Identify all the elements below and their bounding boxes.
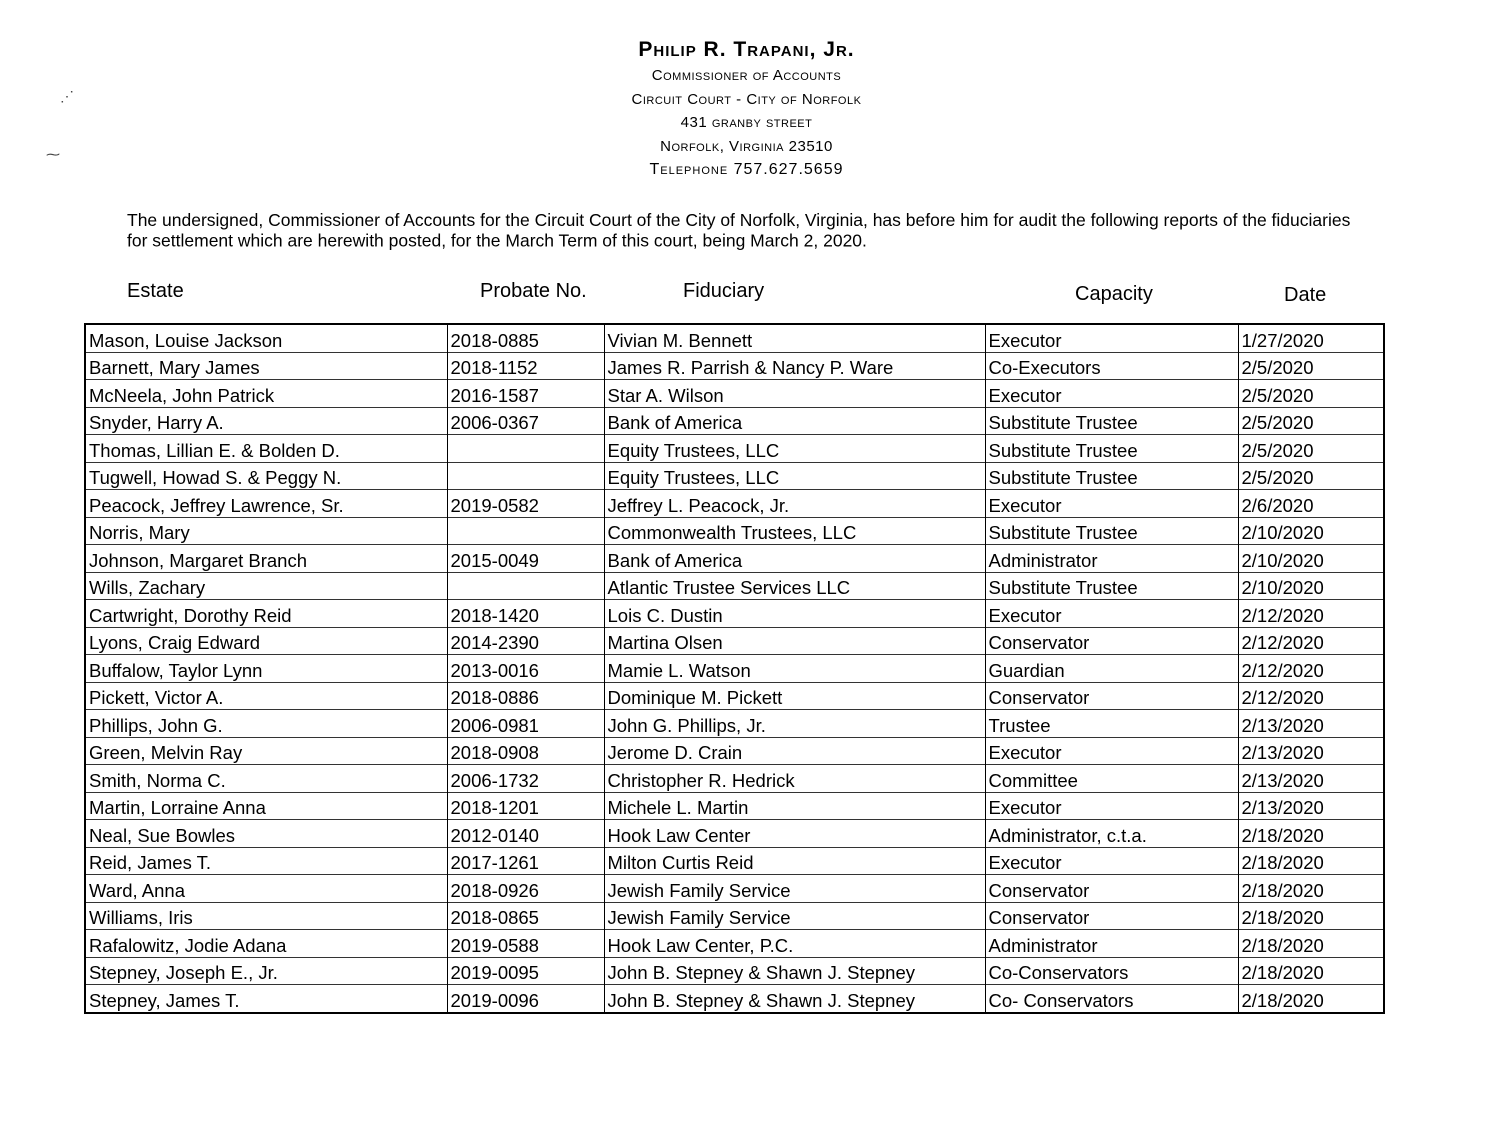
cell-probate: 2018-0865 bbox=[447, 902, 604, 930]
table-row bbox=[85, 324, 1384, 352]
cell-capacity: Executor bbox=[985, 847, 1238, 875]
cell-fiduciary: Vivian M. Bennett bbox=[604, 324, 985, 352]
table-row bbox=[85, 380, 1384, 408]
cell-date: 1/27/2020 bbox=[1238, 324, 1384, 352]
table-row bbox=[85, 600, 1384, 628]
letterhead bbox=[0, 36, 1493, 182]
cell-fiduciary: Jerome D. Crain bbox=[604, 737, 985, 765]
cell-estate: Reid, James T. bbox=[85, 847, 447, 875]
table-row bbox=[85, 435, 1384, 463]
table-row bbox=[85, 407, 1384, 435]
table-row bbox=[85, 792, 1384, 820]
street-address: 431 granby street bbox=[680, 114, 813, 131]
cell-capacity: Conservator bbox=[985, 902, 1238, 930]
cell-date: 2/10/2020 bbox=[1238, 517, 1384, 545]
cell-date: 2/5/2020 bbox=[1238, 462, 1384, 490]
cell-capacity: Co-Conservators bbox=[985, 957, 1238, 985]
cell-probate: 2017-1261 bbox=[447, 847, 604, 875]
cell-date: 2/18/2020 bbox=[1238, 902, 1384, 930]
cell-fiduciary: Bank of America bbox=[604, 407, 985, 435]
cell-probate: 2019-0095 bbox=[447, 957, 604, 985]
cell-probate: 2019-0588 bbox=[447, 930, 604, 958]
cell-fiduciary: Michele L. Martin bbox=[604, 792, 985, 820]
cell-date: 2/5/2020 bbox=[1238, 380, 1384, 408]
cell-date: 2/18/2020 bbox=[1238, 957, 1384, 985]
header-capacity: Capacity bbox=[1075, 283, 1153, 305]
cell-probate bbox=[447, 517, 604, 545]
city-address: Norfolk, Virginia 23510 bbox=[660, 137, 833, 155]
estates-table-body bbox=[85, 324, 1384, 1013]
cell-fiduciary: John B. Stepney & Shawn J. Stepney bbox=[604, 985, 985, 1013]
cell-fiduciary: Star A. Wilson bbox=[604, 380, 985, 408]
cell-fiduciary: Equity Trustees, LLC bbox=[604, 435, 985, 463]
cell-probate: 2018-1201 bbox=[447, 792, 604, 820]
cell-capacity: Executor bbox=[985, 737, 1238, 765]
cell-fiduciary: Mamie L. Watson bbox=[604, 655, 985, 683]
cell-capacity: Executor bbox=[985, 490, 1238, 518]
cell-probate: 2016-1587 bbox=[447, 380, 604, 408]
cell-fiduciary: Dominique M. Pickett bbox=[604, 682, 985, 710]
cell-capacity: Administrator bbox=[985, 545, 1238, 573]
cell-probate: 2014-2390 bbox=[447, 627, 604, 655]
cell-estate: Smith, Norma C. bbox=[85, 765, 447, 793]
cell-probate: 2018-0908 bbox=[447, 737, 604, 765]
cell-fiduciary: Hook Law Center, P.C. bbox=[604, 930, 985, 958]
cell-probate: 2018-1420 bbox=[447, 600, 604, 628]
cell-estate: Williams, Iris bbox=[85, 902, 447, 930]
table-row bbox=[85, 847, 1384, 875]
cell-capacity: Executor bbox=[985, 380, 1238, 408]
cell-fiduciary: Jeffrey L. Peacock, Jr. bbox=[604, 490, 985, 518]
cell-capacity: Committee bbox=[985, 765, 1238, 793]
header-date: Date bbox=[1284, 284, 1327, 306]
cell-probate: 2019-0096 bbox=[447, 985, 604, 1013]
cell-estate: Snyder, Harry A. bbox=[85, 407, 447, 435]
cell-date: 2/18/2020 bbox=[1238, 875, 1384, 903]
cell-capacity: Substitute Trustee bbox=[985, 517, 1238, 545]
cell-date: 2/18/2020 bbox=[1238, 985, 1384, 1013]
cell-capacity: Co- Conservators bbox=[985, 985, 1238, 1013]
cell-fiduciary: Equity Trustees, LLC bbox=[604, 462, 985, 490]
cell-fiduciary: Christopher R. Hedrick bbox=[604, 765, 985, 793]
table-row bbox=[85, 710, 1384, 738]
cell-date: 2/12/2020 bbox=[1238, 682, 1384, 710]
cell-capacity: Trustee bbox=[985, 710, 1238, 738]
cell-estate: Thomas, Lillian E. & Bolden D. bbox=[85, 435, 447, 463]
cell-probate bbox=[447, 462, 604, 490]
cell-probate bbox=[447, 435, 604, 463]
cell-probate: 2006-0367 bbox=[447, 407, 604, 435]
cell-date: 2/18/2020 bbox=[1238, 820, 1384, 848]
table-row bbox=[85, 517, 1384, 545]
cell-fiduciary: John B. Stepney & Shawn J. Stepney bbox=[604, 957, 985, 985]
scan-mark: ⋰ bbox=[60, 88, 74, 104]
court-name: Circuit Court - City of Norfolk bbox=[631, 90, 862, 108]
cell-capacity: Conservator bbox=[985, 682, 1238, 710]
cell-estate: Cartwright, Dorothy Reid bbox=[85, 600, 447, 628]
cell-capacity: Substitute Trustee bbox=[985, 462, 1238, 490]
cell-capacity: Co-Executors bbox=[985, 352, 1238, 380]
cell-probate: 2006-0981 bbox=[447, 710, 604, 738]
cell-estate: Mason, Louise Jackson bbox=[85, 324, 447, 352]
cell-fiduciary: John G. Phillips, Jr. bbox=[604, 710, 985, 738]
intro-paragraph: The undersigned, Commissioner of Accounts for the Circuit Court of the City of Norfolk, Virginia, has before him for audit the following reports of the fiduciaries for settlement which are herewith posted, for the March Term of this court, being March 2, 2020. bbox=[127, 209, 1351, 251]
table-row bbox=[85, 655, 1384, 683]
cell-fiduciary: Bank of America bbox=[604, 545, 985, 573]
cell-estate: Neal, Sue Bowles bbox=[85, 820, 447, 848]
cell-date: 2/13/2020 bbox=[1238, 765, 1384, 793]
cell-estate: Wills, Zachary bbox=[85, 572, 447, 600]
table-row bbox=[85, 490, 1384, 518]
cell-fiduciary: Atlantic Trustee Services LLC bbox=[604, 572, 985, 600]
cell-probate: 2018-0926 bbox=[447, 875, 604, 903]
header-estate: Estate bbox=[127, 280, 184, 302]
cell-date: 2/10/2020 bbox=[1238, 545, 1384, 573]
cell-probate: 2018-0885 bbox=[447, 324, 604, 352]
cell-date: 2/12/2020 bbox=[1238, 600, 1384, 628]
table-row bbox=[85, 572, 1384, 600]
cell-probate: 2012-0140 bbox=[447, 820, 604, 848]
cell-fiduciary: Jewish Family Service bbox=[604, 875, 985, 903]
cell-date: 2/12/2020 bbox=[1238, 627, 1384, 655]
cell-capacity: Substitute Trustee bbox=[985, 407, 1238, 435]
cell-date: 2/5/2020 bbox=[1238, 407, 1384, 435]
cell-fiduciary: Hook Law Center bbox=[604, 820, 985, 848]
cell-fiduciary: Lois C. Dustin bbox=[604, 600, 985, 628]
telephone: Telephone 757.627.5659 bbox=[649, 161, 844, 178]
commissioner-name: Philip R. Trapani, Jr. bbox=[638, 38, 855, 61]
cell-probate: 2015-0049 bbox=[447, 545, 604, 573]
table-row bbox=[85, 985, 1384, 1013]
cell-date: 2/6/2020 bbox=[1238, 490, 1384, 518]
cell-estate: Martin, Lorraine Anna bbox=[85, 792, 447, 820]
cell-capacity: Conservator bbox=[985, 875, 1238, 903]
cell-capacity: Administrator, c.t.a. bbox=[985, 820, 1238, 848]
cell-date: 2/13/2020 bbox=[1238, 737, 1384, 765]
cell-date: 2/5/2020 bbox=[1238, 435, 1384, 463]
cell-capacity: Substitute Trustee bbox=[985, 572, 1238, 600]
header-fiduciary: Fiduciary bbox=[683, 280, 765, 302]
cell-capacity: Substitute Trustee bbox=[985, 435, 1238, 463]
cell-estate: Lyons, Craig Edward bbox=[85, 627, 447, 655]
cell-estate: Johnson, Margaret Branch bbox=[85, 545, 447, 573]
table-row bbox=[85, 930, 1384, 958]
cell-capacity: Executor bbox=[985, 600, 1238, 628]
table-row bbox=[85, 682, 1384, 710]
cell-fiduciary: Milton Curtis Reid bbox=[604, 847, 985, 875]
cell-date: 2/18/2020 bbox=[1238, 847, 1384, 875]
cell-date: 2/18/2020 bbox=[1238, 930, 1384, 958]
table-row bbox=[85, 902, 1384, 930]
cell-estate: Phillips, John G. bbox=[85, 710, 447, 738]
cell-estate: Barnett, Mary James bbox=[85, 352, 447, 380]
cell-date: 2/5/2020 bbox=[1238, 352, 1384, 380]
column-headers bbox=[0, 280, 1493, 310]
cell-capacity: Executor bbox=[985, 324, 1238, 352]
cell-estate: Tugwell, Howad S. & Peggy N. bbox=[85, 462, 447, 490]
header-probate-no: Probate No. bbox=[480, 280, 587, 302]
cell-estate: Peacock, Jeffrey Lawrence, Sr. bbox=[85, 490, 447, 518]
cell-estate: Ward, Anna bbox=[85, 875, 447, 903]
cell-estate: Green, Melvin Ray bbox=[85, 737, 447, 765]
cell-probate bbox=[447, 572, 604, 600]
cell-estate: McNeela, John Patrick bbox=[85, 380, 447, 408]
cell-estate: Rafalowitz, Jodie Adana bbox=[85, 930, 447, 958]
cell-estate: Buffalow, Taylor Lynn bbox=[85, 655, 447, 683]
cell-estate: Stepney, James T. bbox=[85, 985, 447, 1013]
table-row bbox=[85, 737, 1384, 765]
cell-estate: Pickett, Victor A. bbox=[85, 682, 447, 710]
cell-estate: Norris, Mary bbox=[85, 517, 447, 545]
commissioner-title: Commissioner of Accounts bbox=[651, 67, 842, 84]
cell-capacity: Executor bbox=[985, 792, 1238, 820]
table-row bbox=[85, 820, 1384, 848]
table-row bbox=[85, 462, 1384, 490]
scan-mark: ⁓ bbox=[46, 146, 60, 162]
cell-probate: 2019-0582 bbox=[447, 490, 604, 518]
cell-fiduciary: Martina Olsen bbox=[604, 627, 985, 655]
table-row bbox=[85, 957, 1384, 985]
table-row bbox=[85, 545, 1384, 573]
estates-table bbox=[84, 323, 1385, 1014]
cell-probate: 2013-0016 bbox=[447, 655, 604, 683]
cell-date: 2/13/2020 bbox=[1238, 710, 1384, 738]
cell-fiduciary: Jewish Family Service bbox=[604, 902, 985, 930]
cell-capacity: Conservator bbox=[985, 627, 1238, 655]
cell-estate: Stepney, Joseph E., Jr. bbox=[85, 957, 447, 985]
cell-capacity: Guardian bbox=[985, 655, 1238, 683]
table-row bbox=[85, 352, 1384, 380]
cell-probate: 2006-1732 bbox=[447, 765, 604, 793]
cell-probate: 2018-1152 bbox=[447, 352, 604, 380]
cell-date: 2/13/2020 bbox=[1238, 792, 1384, 820]
cell-fiduciary: Commonwealth Trustees, LLC bbox=[604, 517, 985, 545]
table-row bbox=[85, 875, 1384, 903]
table-row bbox=[85, 765, 1384, 793]
cell-date: 2/10/2020 bbox=[1238, 572, 1384, 600]
table-row bbox=[85, 627, 1384, 655]
cell-date: 2/12/2020 bbox=[1238, 655, 1384, 683]
cell-capacity: Administrator bbox=[985, 930, 1238, 958]
cell-fiduciary: James R. Parrish & Nancy P. Ware bbox=[604, 352, 985, 380]
cell-probate: 2018-0886 bbox=[447, 682, 604, 710]
